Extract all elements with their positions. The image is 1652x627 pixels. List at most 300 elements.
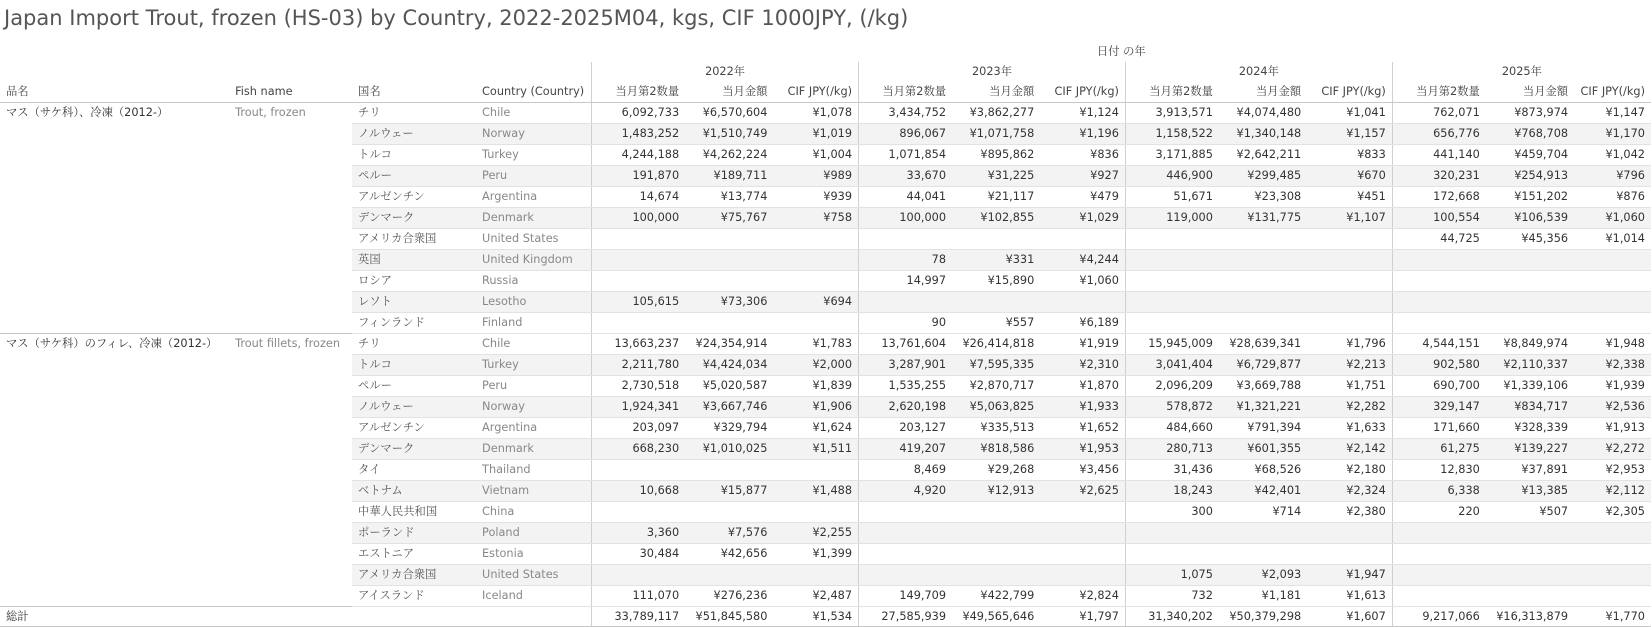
value-cell: ¥601,355 <box>1219 439 1307 460</box>
value-cell <box>773 271 858 292</box>
value-cell <box>952 229 1040 250</box>
value-cell <box>685 250 773 271</box>
value-cell: ¥876 <box>1574 187 1651 208</box>
value-cell <box>1219 292 1307 313</box>
value-cell <box>1486 586 1574 607</box>
value-cell: 1,483,252 <box>592 124 686 145</box>
value-cell: 578,872 <box>1125 397 1219 418</box>
value-cell <box>1040 229 1125 250</box>
value-cell <box>1486 565 1574 586</box>
value-cell: ¥836 <box>1040 145 1125 166</box>
value-cell <box>952 292 1040 313</box>
value-cell: ¥2,000 <box>773 355 858 376</box>
country-jp: アメリカ合衆国 <box>352 229 476 250</box>
value-cell: ¥3,667,746 <box>685 397 773 418</box>
value-cell <box>859 502 953 523</box>
value-cell: 3,287,901 <box>859 355 953 376</box>
value-cell: ¥714 <box>1219 502 1307 523</box>
total-value: 33,789,117 <box>592 607 686 627</box>
country-en: United States <box>476 565 592 586</box>
value-cell: ¥2,110,337 <box>1486 355 1574 376</box>
value-cell: 1,924,341 <box>592 397 686 418</box>
country-jp: アイスランド <box>352 586 476 607</box>
value-cell <box>1392 292 1486 313</box>
value-cell: ¥1,019 <box>773 124 858 145</box>
value-cell: ¥1,948 <box>1574 334 1651 355</box>
value-cell <box>685 313 773 334</box>
value-cell <box>1307 544 1392 565</box>
value-cell: ¥4,424,034 <box>685 355 773 376</box>
value-cell: ¥2,625 <box>1040 481 1125 502</box>
value-cell: ¥833 <box>1307 145 1392 166</box>
value-cell: ¥1,340,148 <box>1219 124 1307 145</box>
country-en: Peru <box>476 376 592 397</box>
country-jp: アルゼンチン <box>352 418 476 439</box>
value-cell: ¥1,751 <box>1307 376 1392 397</box>
value-cell <box>685 502 773 523</box>
measure-header: CIF JPY(/kg) <box>1574 82 1651 103</box>
value-cell: ¥5,063,825 <box>952 397 1040 418</box>
country-jp: レソト <box>352 292 476 313</box>
value-cell <box>859 229 953 250</box>
value-cell <box>1040 523 1125 544</box>
value-cell: ¥106,539 <box>1486 208 1574 229</box>
value-cell: ¥15,890 <box>952 271 1040 292</box>
value-cell: ¥73,306 <box>685 292 773 313</box>
value-cell: 31,436 <box>1125 460 1219 481</box>
value-cell: ¥1,014 <box>1574 229 1651 250</box>
measure-header: 当月第2数量 <box>1392 82 1486 103</box>
total-value: ¥1,607 <box>1307 607 1392 627</box>
value-cell <box>773 460 858 481</box>
value-cell: ¥1,071,758 <box>952 124 1040 145</box>
table-row <box>0 103 1651 124</box>
value-cell: ¥328,339 <box>1486 418 1574 439</box>
value-cell: ¥1,947 <box>1307 565 1392 586</box>
country-en: Turkey <box>476 145 592 166</box>
value-cell <box>1125 250 1219 271</box>
value-cell <box>1307 271 1392 292</box>
value-cell: ¥791,394 <box>1219 418 1307 439</box>
value-cell <box>1486 292 1574 313</box>
value-cell: 33,670 <box>859 166 953 187</box>
value-cell: 280,713 <box>1125 439 1219 460</box>
value-cell: ¥2,180 <box>1307 460 1392 481</box>
value-cell: 4,920 <box>859 481 953 502</box>
value-cell <box>1574 250 1651 271</box>
value-cell: ¥1,906 <box>773 397 858 418</box>
value-cell: 2,730,518 <box>592 376 686 397</box>
value-cell: ¥276,236 <box>685 586 773 607</box>
value-cell: 171,660 <box>1392 418 1486 439</box>
country-jp: ペルー <box>352 376 476 397</box>
value-cell: ¥331 <box>952 250 1040 271</box>
total-value: ¥1,534 <box>773 607 858 627</box>
value-cell <box>685 271 773 292</box>
value-cell <box>685 460 773 481</box>
value-cell <box>773 565 858 586</box>
total-value: 9,217,066 <box>1392 607 1486 627</box>
value-cell <box>952 502 1040 523</box>
value-cell: ¥3,456 <box>1040 460 1125 481</box>
chart-title: Japan Import Trout, frozen (HS-03) by Country, 2022-2025M04, kgs, CIF 1000JPY, (/kg) <box>4 6 909 30</box>
value-cell <box>1574 523 1651 544</box>
value-cell <box>1392 271 1486 292</box>
measure-header: 当月第2数量 <box>1125 82 1219 103</box>
value-cell: ¥139,227 <box>1486 439 1574 460</box>
value-cell: ¥2,305 <box>1574 502 1651 523</box>
measure-header: 当月第2数量 <box>592 82 686 103</box>
value-cell: ¥670 <box>1307 166 1392 187</box>
value-cell <box>1125 523 1219 544</box>
value-cell: ¥1,010,025 <box>685 439 773 460</box>
value-cell: 44,041 <box>859 187 953 208</box>
value-cell <box>592 229 686 250</box>
value-cell <box>1219 523 1307 544</box>
value-cell: ¥1,029 <box>1040 208 1125 229</box>
total-value: ¥1,770 <box>1574 607 1651 627</box>
value-cell: ¥1,953 <box>1040 439 1125 460</box>
value-cell: ¥2,310 <box>1040 355 1125 376</box>
value-cell: 203,127 <box>859 418 953 439</box>
value-cell: ¥1,107 <box>1307 208 1392 229</box>
value-cell: 100,554 <box>1392 208 1486 229</box>
value-cell: 6,338 <box>1392 481 1486 502</box>
value-cell: 668,230 <box>592 439 686 460</box>
country-en: Lesotho <box>476 292 592 313</box>
value-cell: ¥2,824 <box>1040 586 1125 607</box>
value-cell: 2,620,198 <box>859 397 953 418</box>
value-cell <box>1219 229 1307 250</box>
value-cell: 105,615 <box>592 292 686 313</box>
value-cell: ¥4,262,224 <box>685 145 773 166</box>
value-cell: ¥2,255 <box>773 523 858 544</box>
value-cell <box>1040 565 1125 586</box>
value-cell: ¥768,708 <box>1486 124 1574 145</box>
value-cell: ¥1,839 <box>773 376 858 397</box>
value-cell: ¥1,041 <box>1307 103 1392 124</box>
country-jp: エストニア <box>352 544 476 565</box>
value-cell: ¥45,356 <box>1486 229 1574 250</box>
total-value: 31,340,202 <box>1125 607 1219 627</box>
year-header: 2023年 <box>859 62 1126 82</box>
country-jp: フィンランド <box>352 313 476 334</box>
value-cell: 18,243 <box>1125 481 1219 502</box>
value-cell: ¥1,933 <box>1040 397 1125 418</box>
value-cell <box>1125 544 1219 565</box>
value-cell: ¥459,704 <box>1486 145 1574 166</box>
value-cell: 320,231 <box>1392 166 1486 187</box>
measure-header: CIF JPY(/kg) <box>1307 82 1392 103</box>
value-cell: ¥873,974 <box>1486 103 1574 124</box>
value-cell <box>1486 544 1574 565</box>
value-cell <box>1219 544 1307 565</box>
value-cell: ¥796 <box>1574 166 1651 187</box>
country-jp: ベトナム <box>352 481 476 502</box>
country-jp: アメリカ合衆国 <box>352 565 476 586</box>
value-cell: ¥75,767 <box>685 208 773 229</box>
value-cell: ¥758 <box>773 208 858 229</box>
value-cell: ¥1,196 <box>1040 124 1125 145</box>
value-cell <box>592 502 686 523</box>
value-cell: ¥1,157 <box>1307 124 1392 145</box>
country-en: Peru <box>476 166 592 187</box>
total-value: ¥1,797 <box>1040 607 1125 627</box>
value-cell: ¥15,877 <box>685 481 773 502</box>
value-cell <box>859 523 953 544</box>
value-cell: ¥2,112 <box>1574 481 1651 502</box>
value-cell: 61,275 <box>1392 439 1486 460</box>
value-cell: ¥131,775 <box>1219 208 1307 229</box>
country-en: Chile <box>476 334 592 355</box>
value-cell <box>1392 544 1486 565</box>
country-en: Vietnam <box>476 481 592 502</box>
value-cell: ¥37,891 <box>1486 460 1574 481</box>
value-cell: ¥6,729,877 <box>1219 355 1307 376</box>
value-cell: 14,997 <box>859 271 953 292</box>
value-cell: ¥42,656 <box>685 544 773 565</box>
country-jp: 英国 <box>352 250 476 271</box>
measure-header: 当月第2数量 <box>859 82 953 103</box>
country-en: Norway <box>476 397 592 418</box>
value-cell: ¥1,783 <box>773 334 858 355</box>
measure-header: CIF JPY(/kg) <box>773 82 858 103</box>
value-cell: ¥2,282 <box>1307 397 1392 418</box>
value-cell <box>1574 565 1651 586</box>
value-cell <box>685 229 773 250</box>
value-cell: ¥2,953 <box>1574 460 1651 481</box>
value-cell: ¥21,117 <box>952 187 1040 208</box>
country-jp: ペルー <box>352 166 476 187</box>
value-cell: ¥4,244 <box>1040 250 1125 271</box>
country-en: China <box>476 502 592 523</box>
value-cell: ¥1,624 <box>773 418 858 439</box>
value-cell: ¥31,225 <box>952 166 1040 187</box>
total-value: ¥50,379,298 <box>1219 607 1307 627</box>
value-cell <box>859 544 953 565</box>
value-cell: ¥557 <box>952 313 1040 334</box>
value-cell: 15,945,009 <box>1125 334 1219 355</box>
value-cell: 51,671 <box>1125 187 1219 208</box>
total-row <box>0 607 1651 627</box>
measure-header: 当月金額 <box>685 82 773 103</box>
value-cell: 441,140 <box>1392 145 1486 166</box>
value-cell: ¥7,576 <box>685 523 773 544</box>
value-cell <box>773 313 858 334</box>
crosstab-table <box>0 42 1651 627</box>
value-cell: ¥42,401 <box>1219 481 1307 502</box>
country-en: Denmark <box>476 439 592 460</box>
value-cell: ¥3,862,277 <box>952 103 1040 124</box>
value-cell: ¥13,774 <box>685 187 773 208</box>
value-cell <box>1574 271 1651 292</box>
value-cell: 690,700 <box>1392 376 1486 397</box>
value-cell: ¥4,074,480 <box>1219 103 1307 124</box>
total-value: ¥51,845,580 <box>685 607 773 627</box>
fish-name: Trout, frozen <box>229 103 352 334</box>
value-cell: 1,071,854 <box>859 145 953 166</box>
value-cell: ¥8,849,974 <box>1486 334 1574 355</box>
country-en: Chile <box>476 103 592 124</box>
value-cell: 13,761,604 <box>859 334 953 355</box>
value-cell: ¥23,308 <box>1219 187 1307 208</box>
country-en: Iceland <box>476 586 592 607</box>
value-cell: ¥1,652 <box>1040 418 1125 439</box>
value-cell: ¥1,060 <box>1040 271 1125 292</box>
value-cell: 896,067 <box>859 124 953 145</box>
country-en: Norway <box>476 124 592 145</box>
value-cell: ¥1,042 <box>1574 145 1651 166</box>
value-cell: ¥1,339,106 <box>1486 376 1574 397</box>
country-en: Argentina <box>476 187 592 208</box>
value-cell <box>1307 313 1392 334</box>
value-cell: ¥927 <box>1040 166 1125 187</box>
country-jp: デンマーク <box>352 439 476 460</box>
country-jp: ノルウェー <box>352 397 476 418</box>
value-cell: ¥1,511 <box>773 439 858 460</box>
value-cell: ¥2,142 <box>1307 439 1392 460</box>
value-cell <box>1392 586 1486 607</box>
value-cell <box>1574 313 1651 334</box>
value-cell <box>773 229 858 250</box>
value-cell <box>592 250 686 271</box>
value-cell: ¥3,669,788 <box>1219 376 1307 397</box>
value-cell: ¥1,919 <box>1040 334 1125 355</box>
value-cell: 30,484 <box>592 544 686 565</box>
value-cell: 1,075 <box>1125 565 1219 586</box>
value-cell: ¥1,510,749 <box>685 124 773 145</box>
country-jp: チリ <box>352 103 476 124</box>
value-cell: ¥24,354,914 <box>685 334 773 355</box>
country-en: Russia <box>476 271 592 292</box>
value-cell: 4,544,151 <box>1392 334 1486 355</box>
country-en: Thailand <box>476 460 592 481</box>
total-value: 27,585,939 <box>859 607 953 627</box>
value-cell: ¥2,324 <box>1307 481 1392 502</box>
value-cell: ¥895,862 <box>952 145 1040 166</box>
value-cell: ¥12,913 <box>952 481 1040 502</box>
value-cell <box>1040 544 1125 565</box>
value-cell: ¥1,913 <box>1574 418 1651 439</box>
value-cell <box>1219 313 1307 334</box>
value-cell: ¥2,487 <box>773 586 858 607</box>
value-cell <box>1574 544 1651 565</box>
country-en: Turkey <box>476 355 592 376</box>
value-cell: 1,158,522 <box>1125 124 1219 145</box>
value-cell: ¥29,268 <box>952 460 1040 481</box>
value-cell: ¥1,060 <box>1574 208 1651 229</box>
country-en: Estonia <box>476 544 592 565</box>
value-cell: 12,830 <box>1392 460 1486 481</box>
value-cell: ¥7,595,335 <box>952 355 1040 376</box>
value-cell: ¥2,642,211 <box>1219 145 1307 166</box>
value-cell <box>859 565 953 586</box>
value-cell: ¥1,633 <box>1307 418 1392 439</box>
value-cell: 3,360 <box>592 523 686 544</box>
value-cell: ¥329,794 <box>685 418 773 439</box>
value-cell: ¥6,189 <box>1040 313 1125 334</box>
value-cell <box>1040 292 1125 313</box>
value-cell <box>1392 313 1486 334</box>
value-cell: ¥2,536 <box>1574 397 1651 418</box>
value-cell: 2,096,209 <box>1125 376 1219 397</box>
country-en: Argentina <box>476 418 592 439</box>
value-cell <box>773 250 858 271</box>
value-cell: ¥507 <box>1486 502 1574 523</box>
value-cell: 419,207 <box>859 439 953 460</box>
value-cell <box>1219 271 1307 292</box>
value-cell: ¥694 <box>773 292 858 313</box>
country-jp: ノルウェー <box>352 124 476 145</box>
country-jp: トルコ <box>352 355 476 376</box>
value-cell: ¥1,870 <box>1040 376 1125 397</box>
value-cell: 100,000 <box>859 208 953 229</box>
total-value: ¥49,565,646 <box>952 607 1040 627</box>
row-header: Fish name <box>229 82 352 103</box>
country-jp: ロシア <box>352 271 476 292</box>
year-header: 2022年 <box>592 62 859 82</box>
value-cell <box>592 313 686 334</box>
country-jp: チリ <box>352 334 476 355</box>
value-cell: ¥2,213 <box>1307 355 1392 376</box>
country-en: Poland <box>476 523 592 544</box>
value-cell: 78 <box>859 250 953 271</box>
value-cell: 1,535,255 <box>859 376 953 397</box>
value-cell <box>952 544 1040 565</box>
value-cell <box>1486 313 1574 334</box>
year-header: 2025年 <box>1392 62 1651 82</box>
value-cell <box>1040 502 1125 523</box>
value-cell: ¥1,078 <box>773 103 858 124</box>
value-cell: ¥335,513 <box>952 418 1040 439</box>
value-cell: 3,171,885 <box>1125 145 1219 166</box>
value-cell: ¥1,488 <box>773 481 858 502</box>
value-cell: ¥1,613 <box>1307 586 1392 607</box>
row-header: Country (Country) <box>476 82 592 103</box>
value-cell <box>1486 271 1574 292</box>
value-cell: 2,211,780 <box>592 355 686 376</box>
value-cell <box>1125 292 1219 313</box>
value-cell: ¥28,639,341 <box>1219 334 1307 355</box>
value-cell: ¥1,124 <box>1040 103 1125 124</box>
value-cell <box>773 502 858 523</box>
value-cell: 44,725 <box>1392 229 1486 250</box>
value-cell: 484,660 <box>1125 418 1219 439</box>
value-cell: ¥2,272 <box>1574 439 1651 460</box>
value-cell: 732 <box>1125 586 1219 607</box>
value-cell: 111,070 <box>592 586 686 607</box>
value-cell: ¥1,399 <box>773 544 858 565</box>
value-cell: 446,900 <box>1125 166 1219 187</box>
value-cell: ¥102,855 <box>952 208 1040 229</box>
measure-header: CIF JPY(/kg) <box>1040 82 1125 103</box>
total-label: 総計 <box>0 607 592 627</box>
row-header: 品名 <box>0 82 229 103</box>
value-cell <box>592 565 686 586</box>
product-name: マス（サケ科）のフィレ、冷凍（2012-） <box>0 334 229 607</box>
table-row <box>0 334 1651 355</box>
year-header: 2024年 <box>1125 62 1392 82</box>
country-jp: タイ <box>352 460 476 481</box>
date-header: 日付 の年 <box>1096 45 1146 58</box>
value-cell: ¥1,004 <box>773 145 858 166</box>
value-cell: 3,041,404 <box>1125 355 1219 376</box>
product-name: マス（サケ科）、冷凍（2012-） <box>0 103 229 334</box>
value-cell: 329,147 <box>1392 397 1486 418</box>
value-cell: 119,000 <box>1125 208 1219 229</box>
value-cell: 762,071 <box>1392 103 1486 124</box>
country-jp: 中華人民共和国 <box>352 502 476 523</box>
